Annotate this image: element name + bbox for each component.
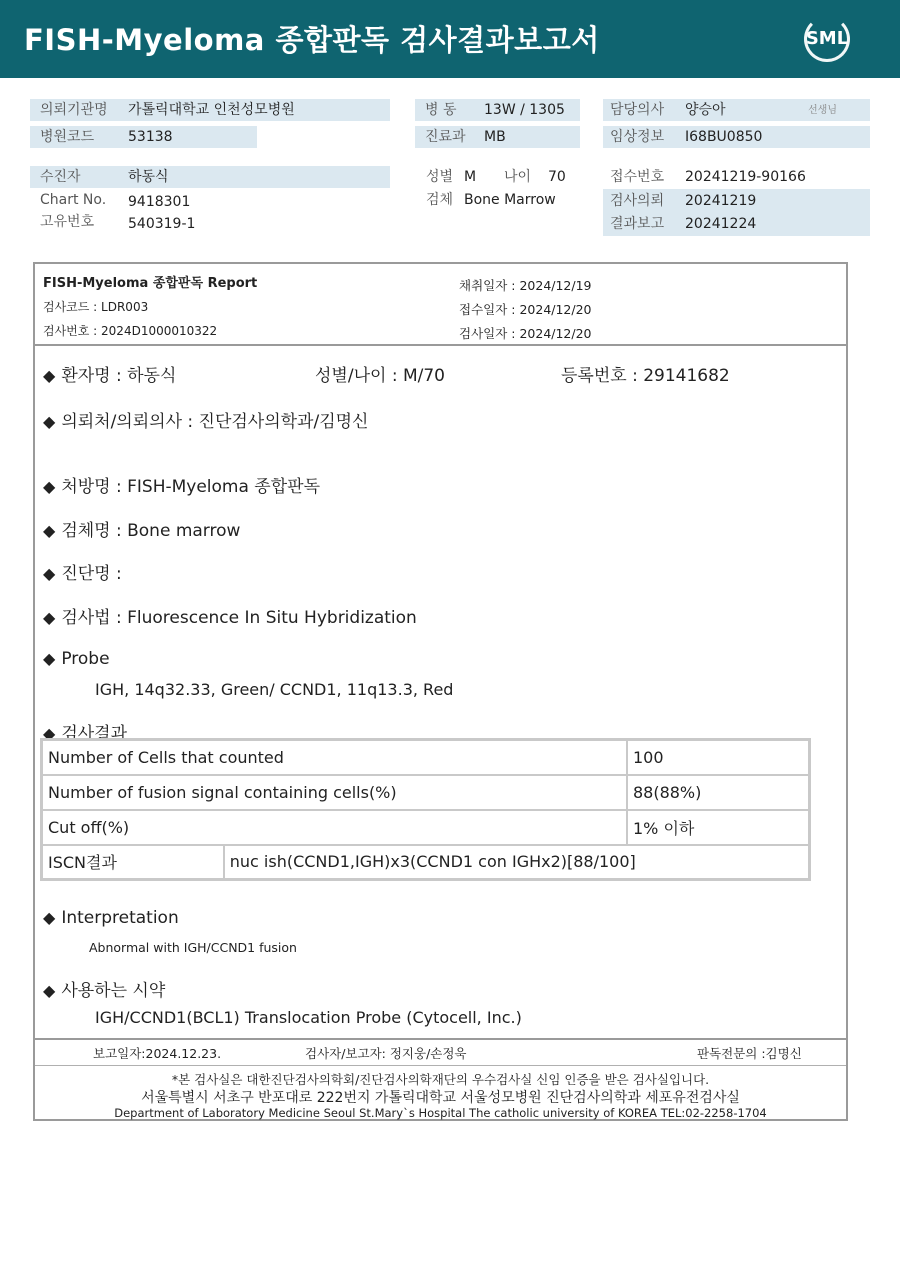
report-title: FISH-Myeloma 종합판독 검사결과보고서 (24, 23, 600, 57)
interpretation-heading: Interpretation (61, 908, 179, 928)
patient-value: 하동식 (128, 169, 169, 185)
result-date-label: 결과보고 (610, 216, 665, 232)
diamond-bullet-icon: ◆ (43, 564, 56, 583)
institution-value: 가톨릭대학교 인천성모병원 (128, 102, 295, 118)
result-heading: 검사결과 (61, 724, 128, 744)
result-value: 100 (627, 740, 810, 775)
test-number: 검사번호 : 2024D1000010322 (43, 324, 218, 338)
diamond-bullet-icon: ◆ (43, 366, 56, 385)
dept-value: MB (484, 129, 506, 145)
report-header (35, 264, 846, 346)
unique-value: 540319-1 (128, 216, 196, 232)
diamond-bullet-icon: ◆ (43, 649, 56, 668)
report-box (33, 262, 848, 1121)
reagent-text: IGH/CCND1(BCL1) Translocation Probe (Cytocell, Inc.) (95, 1008, 522, 1027)
receipt-no-label: 접수번호 (610, 169, 665, 185)
patient-line (43, 361, 176, 386)
lab-name-english: Department of Laboratory Medicine Seoul St.Mary`s Hospital The catholic university of KOREA TEL:02-2258-1704 (114, 1106, 767, 1120)
registration-number: 등록번호 : 29141682 (561, 366, 730, 386)
sex-label: 성별 (426, 169, 454, 185)
doctor-value: 양승아 (685, 102, 726, 118)
certification-note: *본 검사실은 대한진단검사의학회/진단검사의학재단의 우수검사실 신임 인증을 받은 검사실입니다. (171, 1072, 710, 1087)
iscn-label: ISCN결과 (42, 845, 224, 880)
table-row (42, 740, 810, 775)
footer-divider (35, 1065, 846, 1066)
patient-name: 환자명 : 하동식 (61, 366, 177, 386)
chart-value: 9418301 (128, 194, 191, 210)
iscn-value: nuc ish(CCND1,IGH)x3(CCND1 con IGHx2)[88/100] (224, 845, 810, 880)
diamond-bullet-icon: ◆ (43, 724, 56, 743)
request-label: 검사의뢰 (610, 193, 665, 209)
reagent-heading-line (43, 976, 165, 1001)
result-value: 1% 이하 (627, 810, 810, 845)
institution-label: 의뢰기관명 (40, 102, 108, 118)
receipt-no-value: 20241219-90166 (685, 169, 806, 185)
test-date: 검사일자 : 2024/12/20 (459, 326, 592, 341)
result-label: Number of fusion signal containing cells(%) (42, 775, 627, 810)
table-row (42, 775, 810, 810)
diamond-bullet-icon: ◆ (43, 412, 56, 431)
sex-value: M (464, 169, 477, 185)
diamond-bullet-icon: ◆ (43, 477, 56, 496)
ward-label: 병 동 (425, 102, 457, 118)
specialist: 판독전문의 :김명신 (697, 1046, 802, 1061)
diagnosis: 진단명 : (61, 564, 122, 584)
reagent-heading: 사용하는 시약 (61, 981, 166, 1001)
table-row (42, 810, 810, 845)
diamond-bullet-icon: ◆ (43, 981, 56, 1000)
age-label: 나이 (504, 169, 532, 185)
report-heading: FISH-Myeloma 종합판독 Report (43, 276, 258, 291)
lab-address: 서울특별시 서초구 반포대로 222번지 가톨릭대학교 서울성모병원 진단검사의학과 세포유전검사실 (141, 1090, 740, 1106)
receive-date: 접수일자 : 2024/12/20 (459, 302, 592, 317)
probe-heading: Probe (61, 649, 110, 669)
method-line (43, 603, 417, 628)
specimen-name: 검체명 : Bone marrow (61, 521, 241, 541)
diamond-bullet-icon: ◆ (43, 521, 56, 540)
report-footer (35, 1038, 846, 1121)
probe-detail: IGH, 14q32.33, Green/ CCND1, 11q13.3, Red (95, 680, 454, 699)
diamond-bullet-icon: ◆ (43, 608, 56, 627)
doctor-suffix: 선생님 (808, 105, 837, 116)
logo-text: SML (805, 28, 849, 49)
method: 검사법 : Fluorescence In Situ Hybridization (61, 608, 417, 628)
specimen-value: Bone Marrow (464, 192, 556, 208)
prescription-line (43, 472, 320, 497)
collect-date: 채취일자 : 2024/12/19 (459, 278, 592, 293)
requester-line (43, 407, 368, 432)
patient-label: 수진자 (40, 169, 81, 185)
result-value: 88(88%) (627, 775, 810, 810)
prescription: 처방명 : FISH-Myeloma 종합판독 (61, 477, 320, 497)
reporter: 검사자/보고자: 정지웅/손정욱 (305, 1046, 467, 1061)
diamond-bullet-icon: ◆ (43, 908, 56, 927)
title-bar (0, 0, 900, 78)
interpretation-heading-line (43, 908, 179, 928)
hospital-code-value: 53138 (128, 129, 173, 145)
requester: 의뢰처/의뢰의사 : 진단검사의학과/김명신 (61, 412, 369, 432)
result-table (40, 738, 811, 881)
result-label: Number of Cells that counted (42, 740, 627, 775)
probe-heading-line (43, 649, 110, 669)
table-row (42, 845, 810, 880)
test-code: 검사코드 : LDR003 (43, 300, 149, 314)
dept-label: 진료과 (425, 129, 466, 145)
hospital-code-label: 병원코드 (40, 129, 95, 145)
report-date: 보고일자:2024.12.23. (93, 1046, 222, 1061)
patient-row (30, 166, 390, 188)
specimen-label: 검체 (426, 192, 454, 208)
interpretation-text: Abnormal with IGH/CCND1 fusion (89, 940, 297, 955)
age-value: 70 (548, 169, 566, 185)
result-date-value: 20241224 (685, 216, 757, 232)
result-label: Cut off(%) (42, 810, 627, 845)
diagnosis-line (43, 559, 122, 584)
chart-label: Chart No. (40, 192, 107, 208)
specimen-line (43, 516, 240, 541)
doctor-label: 담당의사 (610, 102, 665, 118)
ward-value: 13W / 1305 (484, 102, 565, 118)
sml-logo (800, 14, 854, 64)
unique-label: 고유번호 (40, 214, 95, 230)
sex-age: 성별/나이 : M/70 (315, 366, 445, 386)
clinical-value: I68BU0850 (685, 129, 763, 145)
clinical-label: 임상정보 (610, 129, 665, 145)
request-value: 20241219 (685, 193, 757, 209)
